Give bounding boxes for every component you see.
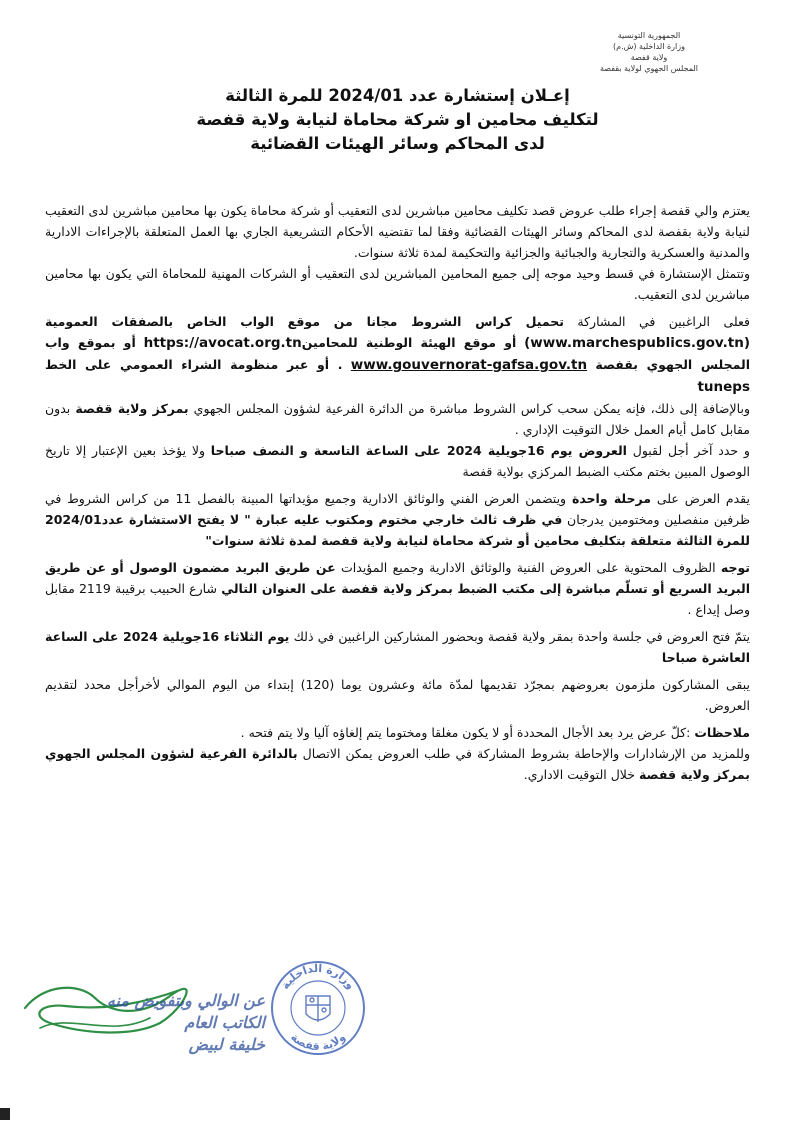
pickup-text: وبالإضافة إلى ذلك، فإنه يمكن سحب كراس الشروط مباشرة من الدائرة الفرعية لشؤون المجلس الجهوي bbox=[193, 401, 750, 416]
stamp-emblem-icon bbox=[306, 996, 330, 1022]
official-signature bbox=[35, 990, 265, 1065]
tuneps-text: . أو عبر منظومة الشراء العمومي على الخط bbox=[45, 357, 343, 372]
delivery-address: شارع الحبيب برقيبة 2119 مقابل وصل إيداع . bbox=[45, 581, 750, 617]
download-instruction: تحميل كراس الشروط مجانا من موقع الواب الخاص بالصفقات العمومية bbox=[45, 314, 564, 329]
header-line-ministry: وزارة الداخلية (ش.م) bbox=[613, 42, 685, 51]
title-line-3: لدى المحاكم وسائر الهيئات القضائية bbox=[250, 134, 545, 153]
title-line-1: إعـلان إستشارة عدد 2024/01 للمرة الثالثة bbox=[225, 86, 570, 105]
submission-detail: ويتضمن العرض الفني والوثائق الادارية وجميع مؤيداتها المبينة بالفصل 11 من كراس الشروط في ظرفين منفصلين ومختومين يدرجان bbox=[45, 491, 751, 527]
paragraph-submission bbox=[45, 488, 750, 551]
delivery-content: الظروف المحتوية على العروض الفنية والوثائق الادارية وجميع المؤيدات bbox=[341, 560, 716, 575]
submission-stage: مرحلة واحدة bbox=[571, 491, 652, 506]
announcement-body bbox=[45, 200, 750, 785]
envelope-label: في ظرف ثالث خارجي مختوم ومكتوب عليه عبارة " لا يفتح الاستشارة عدد2024/01 للمرة الثالثة متعلقة بتكليف محامين أو شركة محاماة لنيابة ولاية قفصة لمدة ثلاثة سنوات" bbox=[45, 512, 750, 548]
gouvernorat-link[interactable]: www.gouvernorat-gafsa.gov.tn bbox=[350, 357, 588, 373]
page-edge-mark bbox=[0, 1108, 10, 1120]
contact-hours: خلال التوقيت الاداري. bbox=[523, 767, 635, 782]
download-lead: فعلى الراغبين في المشاركة bbox=[577, 314, 751, 329]
header-line-governorate: ولاية قفصة bbox=[630, 53, 668, 62]
signature-title: الكاتب العام bbox=[184, 1013, 265, 1032]
paragraph-pickup bbox=[45, 398, 750, 440]
signature-delegation: عن الوالي وبتفويض منه bbox=[106, 991, 265, 1010]
tuneps-link[interactable]: tuneps bbox=[697, 379, 750, 395]
paragraph-notes bbox=[45, 722, 750, 743]
paragraph-deadline bbox=[45, 440, 750, 482]
opening-text: يتمّ فتح العروض في جلسة واحدة بمقر ولاية قفصة وبحضور المشاركين الراغبين في ذلك bbox=[293, 629, 751, 644]
contact-lead: وللمزيد من الإرشادارات والإحاطة بشروط المشاركة في طلب العروض يمكن الاتصال bbox=[302, 746, 751, 761]
announcement-title bbox=[150, 84, 645, 156]
paragraph-opening bbox=[45, 626, 750, 668]
pickup-hours: بدون مقابل كامل أيام العمل خلال التوقيت الإداري . bbox=[45, 401, 750, 437]
deadline-date: العروض يوم 16جويلية 2024 على الساعة التاسعة و النصف صباحا bbox=[210, 443, 627, 458]
paragraph-download bbox=[45, 311, 750, 398]
delivery-method: عن طريق البريد مضمون الوصول أو عن طريق البريد السريع أو تسلّم مباشرة إلى مكتب الضبط بمركز ولاية قفصة على العنوان التالي bbox=[45, 560, 751, 596]
notes-label: ملاحظات bbox=[694, 725, 750, 740]
title-line-2: لتكليف محامين او شركة محاماة لنيابة ولاية قفصة bbox=[196, 110, 599, 129]
delivery-lead: توجه bbox=[720, 560, 750, 575]
paragraph-contact bbox=[45, 743, 750, 785]
ministry-header bbox=[574, 30, 724, 74]
marchespublics-link[interactable]: (www.marchespublics.gov.tn) bbox=[524, 335, 750, 351]
signature-name: خليفة لبيض bbox=[188, 1035, 265, 1054]
submission-lead: يقدم العرض على bbox=[656, 491, 750, 506]
paragraph-intent: يعتزم والي قفصة إجراء طلب عروض قصد تكليف محامين مباشرين لدى التعقيب أو شركة محاماة يكون بها محامين مباشرين لدى التعقيب لنيابة ولاية بقفصة لدى المحاكم وسائر الهيئات القضائية وفقا لما تقتضيه الأحكام التشريعية الجاري بها العمل المتعلقة بالإجراءات الادارية والمدنية والعسكرية والتجارية والجبائية والجزائية والتحكيمة لمدة ثلاثة سنوات. bbox=[45, 203, 750, 260]
paragraph-validity: يبقى المشاركون ملزمون بعروضهم بمجرّد تقديمها لمدّة مائة وعشرون يوما (120) إبتداء من اليوم الموالي لأخرأجل محدد لتقديم العروض. bbox=[45, 677, 751, 713]
notes-text: :كلّ عرض يرد بعد الأجال المحددة أو لا يكون مغلقا ومختوما يتم إلغاؤه آليا ولا يتم فتحه . bbox=[240, 725, 691, 740]
stamp-top-text: وزارة الداخلية bbox=[278, 961, 358, 992]
paragraph-scope: وتتمثل الإستشارة في قسط وحيد موجه إلى جميع المحامين المباشرين لدى التعقيب أو الشركات المهنية للمحاماة التي يكون بها محامين مباشرين لدى التعقيب. bbox=[45, 266, 750, 302]
contact-office: بالدائرة الفرعية لشؤون المجلس الجهوي بمركز ولاية قفصة bbox=[45, 746, 750, 782]
header-line-council: المجلس الجهوي لولاية بقفصة bbox=[599, 64, 699, 73]
header-line-republic: الجمهورية التونسية bbox=[617, 31, 681, 40]
deadline-lead: و حدد آخر أجل لقبول bbox=[632, 443, 750, 458]
official-stamp bbox=[268, 958, 368, 1058]
pickup-location: بمركز ولاية قفصة bbox=[75, 401, 189, 416]
bar-association-text: أو موقع الهيئة الوطنية للمحامين bbox=[301, 335, 517, 350]
svg-text:وزارة الداخلية bbox=[279, 962, 358, 992]
avocat-link[interactable]: https://avocat.org.tn bbox=[143, 335, 302, 351]
opening-date: يوم الثلاثاء 16جويلية 2024 على الساعة العاشرة صباحا bbox=[45, 629, 750, 665]
deadline-note: ولا يؤخذ بعين الإعتبار إلا تاريخ الوصول المبين بختم مكتب الضبط المركزي بولاية قفصة bbox=[45, 443, 750, 479]
stamp-bottom-text: ولاية قفصة bbox=[288, 1030, 348, 1054]
council-site-text: أو بموقع واب المجلس الجهوي بقفصة bbox=[45, 335, 750, 372]
paragraph-delivery bbox=[45, 557, 750, 620]
